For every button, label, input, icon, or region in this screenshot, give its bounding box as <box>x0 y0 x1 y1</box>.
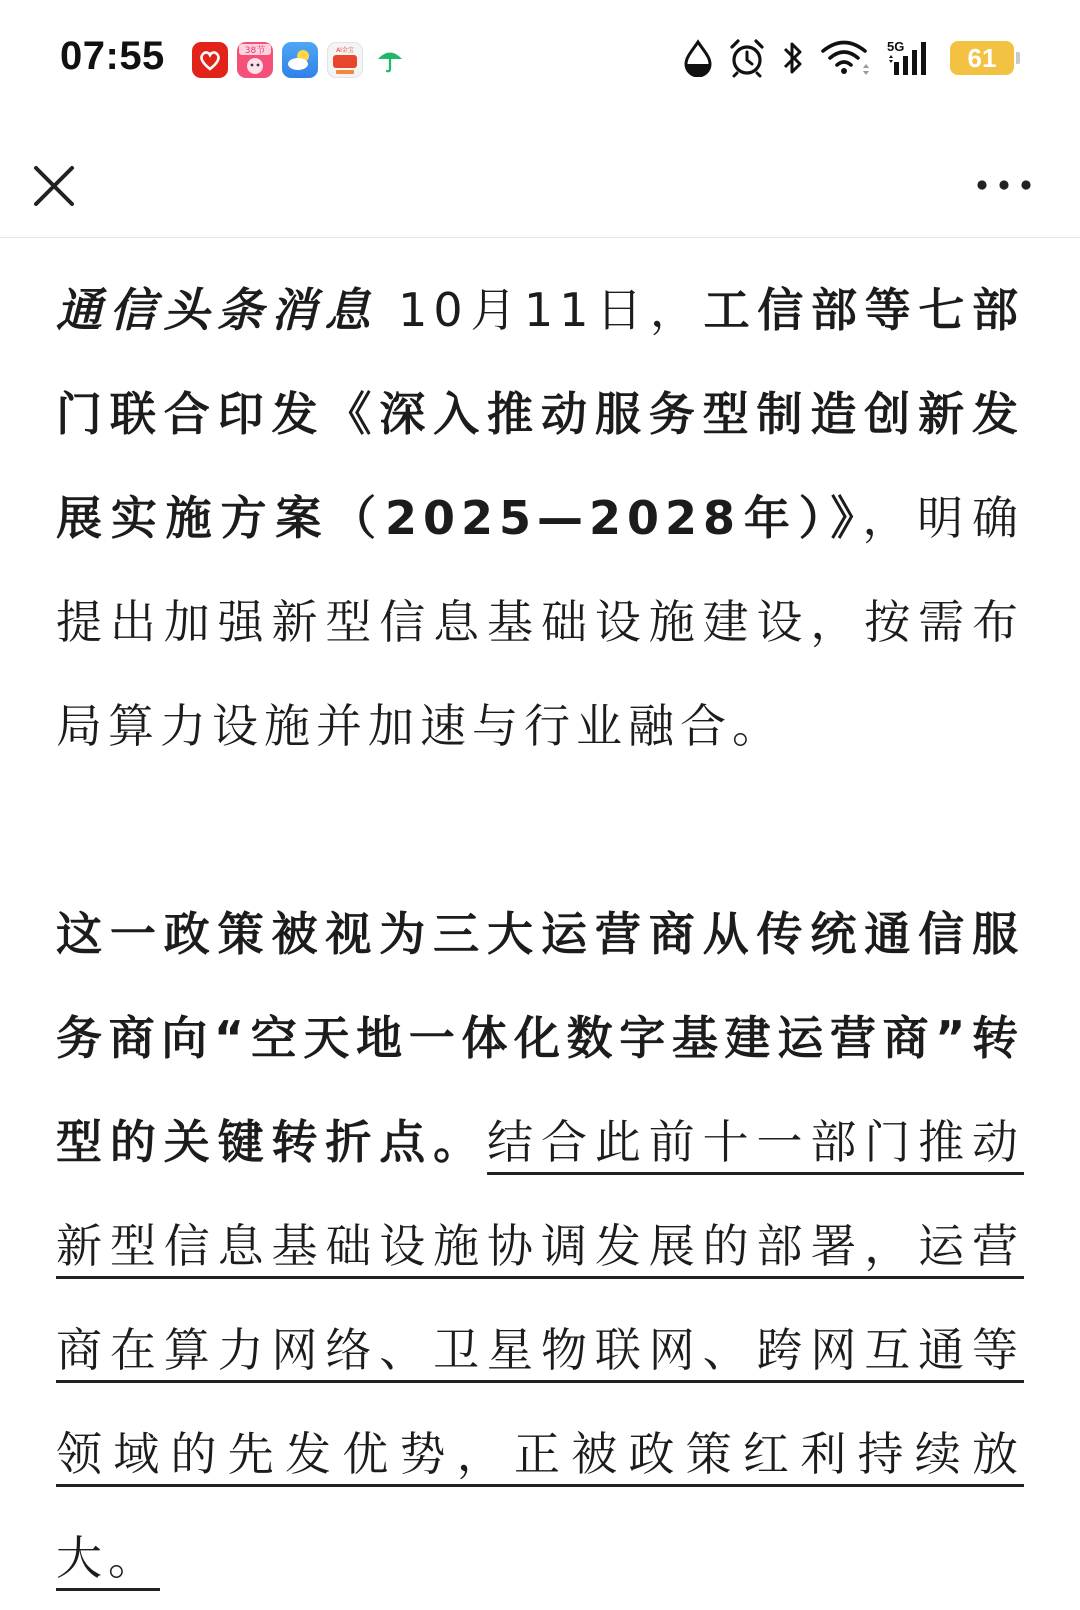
policy-highlight-text: 这一政策被视为三大运营商从传统通信服务商向“空天地一体化数字基建运营商”转型的关键转折点。 <box>56 907 1024 1169</box>
data-saver-icon <box>682 39 714 77</box>
headline-bold-text: 工信部等七部门联合印发《深入推动服务型制造创新发展实施方案（2025—2028年）》 <box>56 283 1025 545</box>
paragraph-1-text: ，明确提出加强新型信息基础设施建设，按需布局算力设施并加速与行业融合。 <box>56 491 1024 753</box>
alarm-icon <box>728 38 766 78</box>
signal-icon <box>886 38 936 78</box>
status-bar <box>0 0 1080 118</box>
fund-app-icon <box>327 42 363 78</box>
more-icon <box>972 170 1036 200</box>
pdd-badge-text: 38节 <box>244 46 266 56</box>
paragraph-1 <box>56 258 1024 778</box>
network-type: 5G <box>887 39 905 54</box>
pinduoduo-app-icon <box>237 42 273 78</box>
top-toolbar <box>0 118 1080 238</box>
notification-icons <box>192 42 408 78</box>
more-options-button[interactable] <box>972 170 1036 200</box>
underlined-text: 结合此前十一部门推动新型信息基础设施协调发展的部署，运营商在算力网络、卫星物联网、跨网互通等领域的先发优势，正被政策红利持续放大。 <box>56 1115 1025 1585</box>
close-icon <box>30 162 78 210</box>
weather-app-icon <box>282 42 318 78</box>
jd-app-icon <box>192 42 228 78</box>
status-time: 07:55 <box>60 34 165 78</box>
bluetooth-icon <box>780 38 806 78</box>
system-icons <box>682 38 1014 78</box>
battery-level: 61 <box>967 42 997 73</box>
umbrella-app-icon <box>372 42 408 78</box>
news-source: 通信头条消息 <box>56 283 379 337</box>
battery-indicator <box>950 41 1014 75</box>
news-date: 10月11日， <box>398 283 704 337</box>
article-body <box>56 258 1024 1610</box>
wifi-icon <box>820 38 872 78</box>
fund-app-label: AI金宝 <box>336 47 354 54</box>
close-button[interactable] <box>30 162 78 210</box>
paragraph-2 <box>56 882 1024 1610</box>
